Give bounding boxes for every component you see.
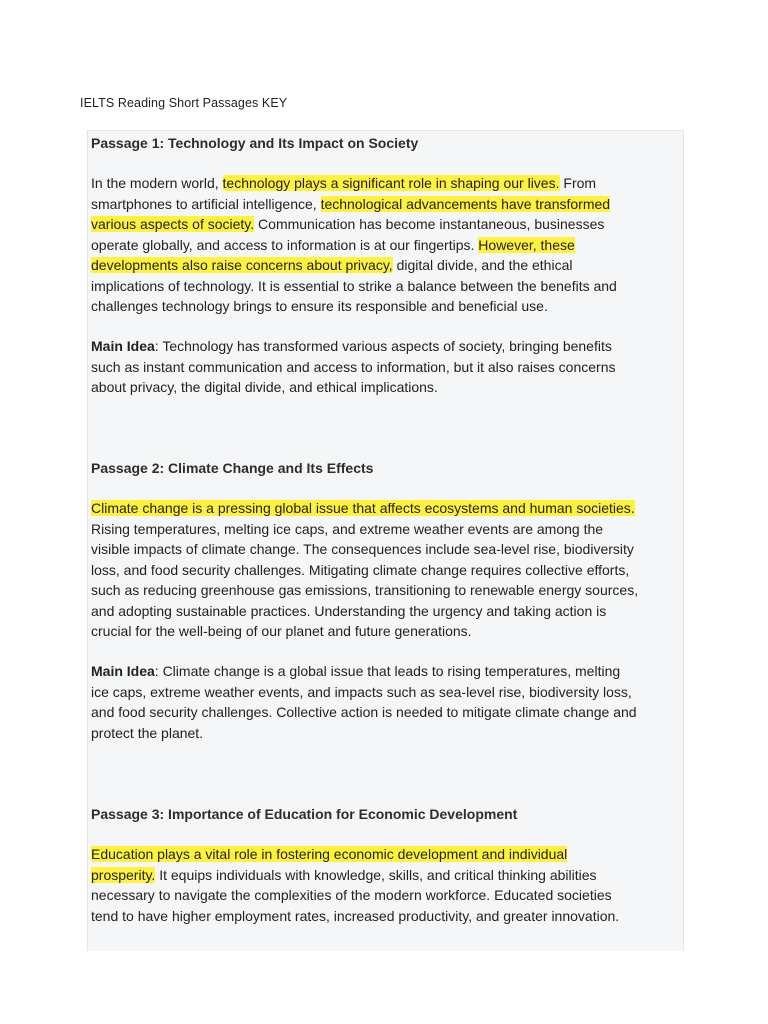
passage-2-text <box>91 498 679 642</box>
text-line <box>91 580 679 601</box>
text-segment: In the modern world, <box>91 175 223 191</box>
text-segment: implications of technology. It is essential to strike a balance between the benefits and <box>91 277 617 294</box>
text-line <box>91 844 679 865</box>
main-idea-label: Main Idea <box>91 338 155 354</box>
passage-3-heading: Passage 3: Importance of Education for Economic Development <box>91 806 518 822</box>
text-line <box>91 702 679 723</box>
highlighted-text: technology plays a significant role in shaping our lives. <box>222 175 560 191</box>
text-segment: ice caps, extreme weather events, and impacts such as sea-level rise, biodiversity loss, <box>91 683 632 700</box>
text-line <box>91 173 679 194</box>
text-segment: about privacy, the digital divide, and ethical implications. <box>91 379 438 395</box>
text-segment: operate globally, and access to information is at our fingertips. <box>91 236 479 253</box>
text-line <box>91 906 679 927</box>
text-segment: necessary to navigate the complexities of the modern workforce. Educated societies <box>91 887 612 903</box>
text-segment: tend to have higher employment rates, increased productivity, and greater innovation. <box>91 907 620 924</box>
text-line <box>91 276 679 297</box>
text-segment: digital divide, and the ethical <box>392 257 573 273</box>
passage-1-heading: Passage 1: Technology and Its Impact on Society <box>91 135 419 151</box>
text-segment: It equips individuals with knowledge, skills, and critical thinking abilities <box>155 866 597 883</box>
passage-2-heading: Passage 2: Climate Change and Its Effects <box>91 460 374 476</box>
text-segment: such as instant communication and access to information, but it also raises concerns <box>91 358 616 375</box>
text-line <box>91 235 679 256</box>
passages-panel <box>87 130 684 951</box>
highlighted-text: Education plays a vital role in fostering economic development and individual <box>91 846 568 862</box>
document-title: IELTS Reading Short Passages KEY <box>80 96 288 110</box>
text-line <box>91 560 679 581</box>
text-line <box>91 296 679 317</box>
highlighted-text: developments also raise concerns about privacy, <box>91 257 393 273</box>
text-segment: Rising temperatures, melting ice caps, and extreme weather events are among the <box>91 520 604 537</box>
text-line <box>91 255 679 276</box>
text-segment: loss, and food security challenges. Mitigating climate change requires collective efforts, <box>91 561 630 578</box>
text-segment: From <box>559 175 597 191</box>
text-line <box>91 539 679 560</box>
text-line <box>91 682 679 703</box>
text-segment: such as reducing greenhouse gas emissions, transitioning to renewable energy sources, <box>91 582 639 598</box>
text-line <box>91 498 679 519</box>
highlighted-text: various aspects of society. <box>91 216 255 232</box>
highlighted-text: prosperity. <box>91 866 156 883</box>
text-line <box>91 194 679 215</box>
text-segment: and food security challenges. Collective action is needed to mitigate climate change and <box>91 704 637 720</box>
text-line <box>91 723 679 744</box>
passage-1-main-idea <box>91 336 679 398</box>
text-segment: and adopting sustainable practices. Understanding the urgency and taking action is <box>91 602 607 619</box>
text-line <box>91 336 679 357</box>
text-line <box>91 601 679 622</box>
text-line <box>91 865 679 886</box>
text-line <box>91 885 679 906</box>
highlighted-text: Climate change is a pressing global issue that affects ecosystems and human societies. <box>91 500 635 516</box>
passage-1-text <box>91 173 679 317</box>
text-segment: Communication has become instantaneous, businesses <box>254 216 605 232</box>
text-segment: crucial for the well-being of our planet and future generations. <box>91 623 472 639</box>
text-line <box>91 519 679 540</box>
highlighted-text: technological advancements have transformed <box>320 195 611 212</box>
main-idea-label: Main Idea <box>91 663 155 679</box>
text-segment: : Climate change is a global issue that leads to rising temperatures, melting <box>154 663 621 679</box>
text-line <box>91 357 679 378</box>
text-segment: smartphones to artificial intelligence, <box>91 195 321 212</box>
text-segment: protect the planet. <box>91 724 204 741</box>
text-segment: challenges technology brings to ensure its responsible and beneficial use. <box>91 298 548 314</box>
text-line <box>91 377 679 398</box>
text-line <box>91 661 679 682</box>
text-line <box>91 621 679 642</box>
text-segment: visible impacts of climate change. The consequences include sea-level rise, biodiversity <box>91 541 634 557</box>
passage-3-text <box>91 844 679 926</box>
passage-2-main-idea <box>91 661 679 743</box>
highlighted-text: However, these <box>478 236 575 253</box>
text-segment: : Technology has transformed various aspects of society, bringing benefits <box>154 338 612 354</box>
text-line <box>91 214 679 235</box>
